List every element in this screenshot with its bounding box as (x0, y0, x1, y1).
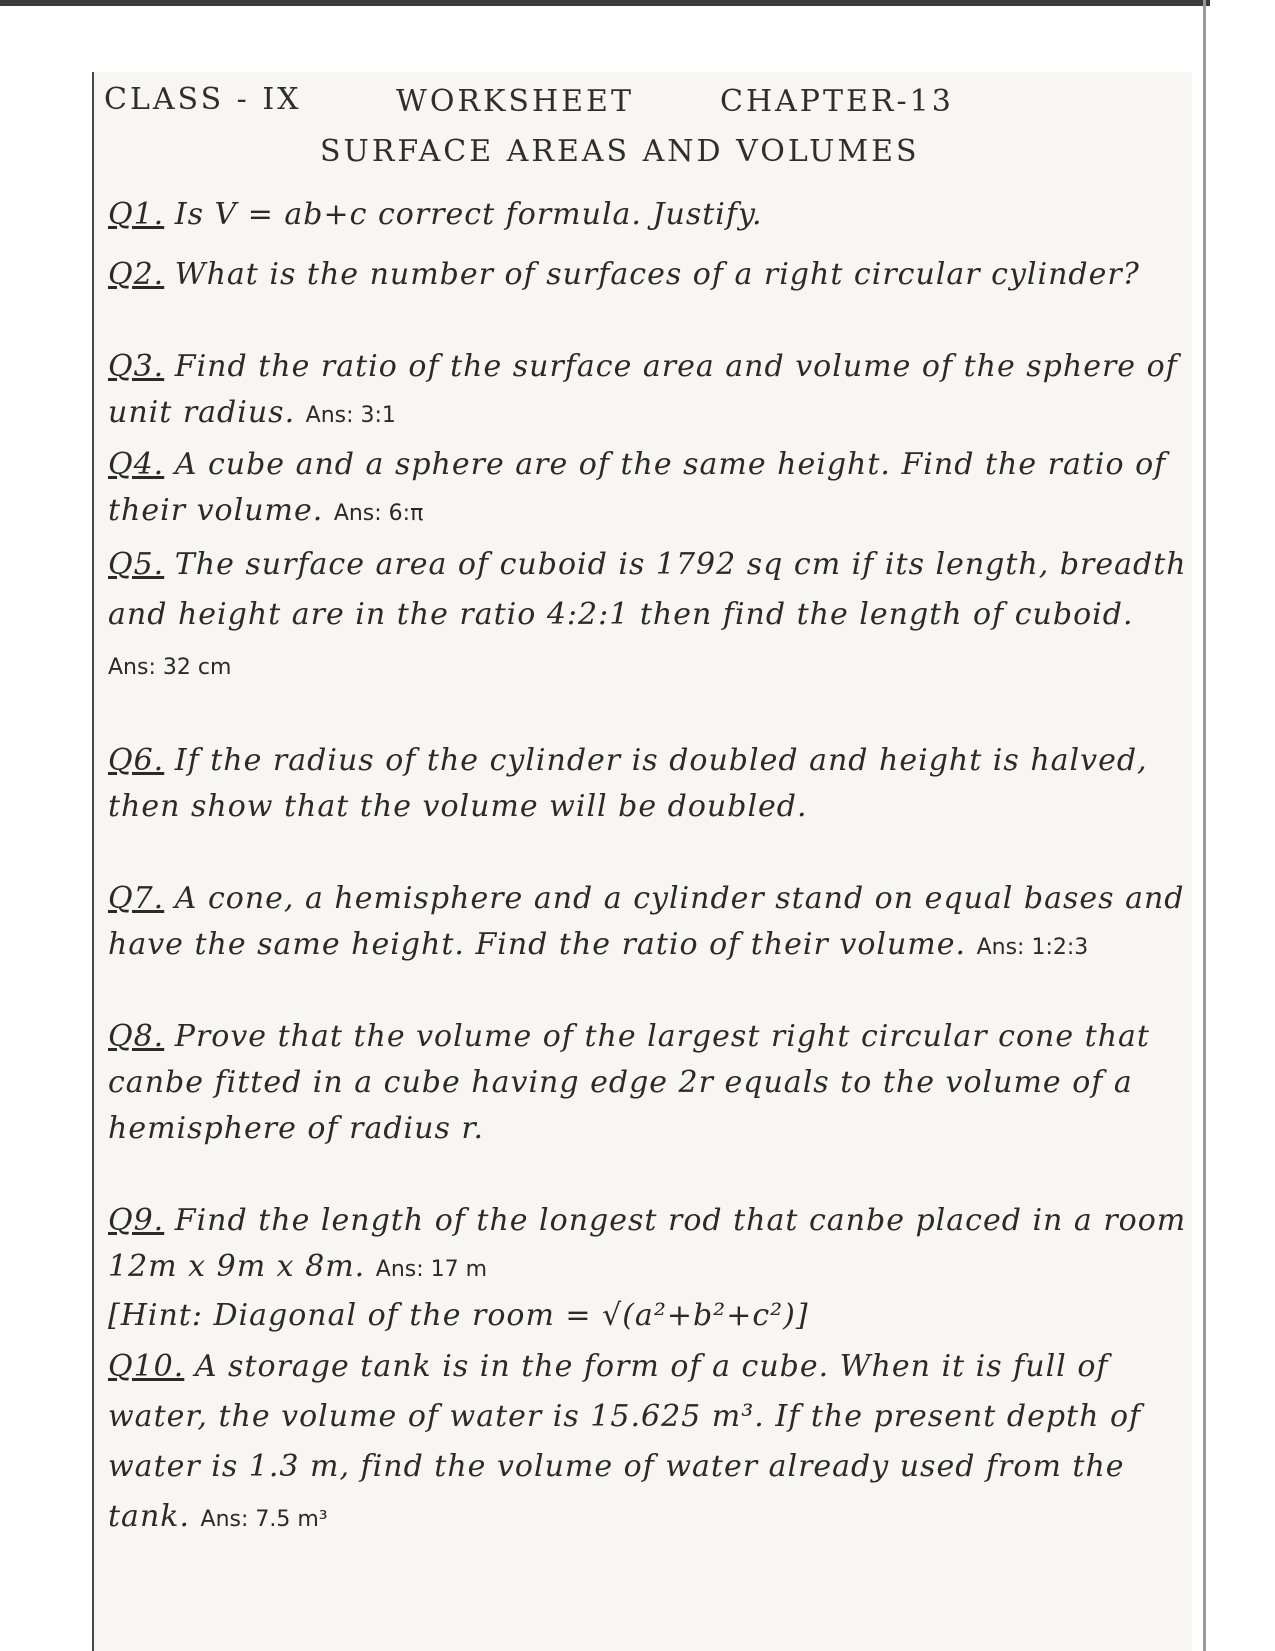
chapter-label: CHAPTER-13 (720, 84, 954, 119)
answer: Ans: 6:π (333, 501, 424, 526)
question-7 (108, 876, 1188, 971)
question-5 (108, 540, 1188, 693)
hint-text: [Hint: Diagonal of the room = √(a²+b²+c²)] (108, 1298, 809, 1333)
question-text: Prove that the volume of the largest right circular cone that canbe fitted in a cube having edge 2r equals to the volume of a hemisphere of radius r. (108, 1019, 1150, 1146)
question-number: Q9. (108, 1203, 165, 1238)
question-4 (108, 442, 1188, 537)
question-10 (108, 1342, 1188, 1545)
question-text: What is the number of surfaces of a right circular cylinder? (174, 257, 1140, 292)
question-2 (108, 252, 1188, 298)
question-3 (108, 344, 1188, 439)
question-number: Q8. (108, 1019, 165, 1054)
question-text: A cube and a sphere are of the same height. Find the ratio of their volume. (108, 447, 1167, 528)
question-6 (108, 738, 1188, 830)
question-text: If the radius of the cylinder is doubled and height is halved, then show that the volume will be doubled. (108, 743, 1148, 824)
scan-top-edge (0, 0, 1210, 6)
question-number: Q3. (108, 349, 165, 384)
worksheet-title: WORKSHEET (396, 84, 634, 119)
scan-right-edge (1203, 0, 1206, 1651)
question-number: Q6. (108, 743, 165, 778)
question-1 (108, 192, 1188, 238)
chapter-subject: SURFACE AREAS AND VOLUMES (320, 134, 920, 169)
answer: Ans: 3:1 (305, 403, 396, 428)
question-number: Q5. (108, 547, 165, 582)
question-text: Is V = ab+c correct formula. Justify. (174, 197, 763, 232)
question-number: Q2. (108, 257, 165, 292)
question-text: A cone, a hemisphere and a cylinder stand on equal bases and have the same height. Find the ratio of their volume. (108, 881, 1185, 962)
answer: Ans: 32 cm (108, 655, 232, 680)
page-margin-line (92, 72, 94, 1651)
answer: Ans: 17 m (375, 1257, 488, 1282)
question-text: Find the ratio of the surface area and volume of the sphere of unit radius. (108, 349, 1178, 430)
question-number: Q4. (108, 447, 165, 482)
question-text: A storage tank is in the form of a cube. When it is full of water, the volume of water is 15.625 m³. If the present depth of water is 1.3 m, find the volume of water already used from the tank. (108, 1349, 1142, 1534)
question-number: Q10. (108, 1349, 185, 1384)
question-number: Q7. (108, 881, 165, 916)
answer: Ans: 7.5 m³ (200, 1507, 328, 1532)
question-8 (108, 1014, 1188, 1152)
question-text: Find the length of the longest rod that canbe placed in a room 12m x 9m x 8m. (108, 1203, 1187, 1284)
answer: Ans: 1:2:3 (976, 935, 1089, 960)
question-text: The surface area of cuboid is 1792 sq cm if its length, breadth and height are in the ratio 4:2:1 then find the length of cuboid. (108, 547, 1187, 632)
class-label: CLASS - IX (104, 82, 302, 117)
question-number: Q1. (108, 197, 165, 232)
question-9 (108, 1198, 1188, 1339)
